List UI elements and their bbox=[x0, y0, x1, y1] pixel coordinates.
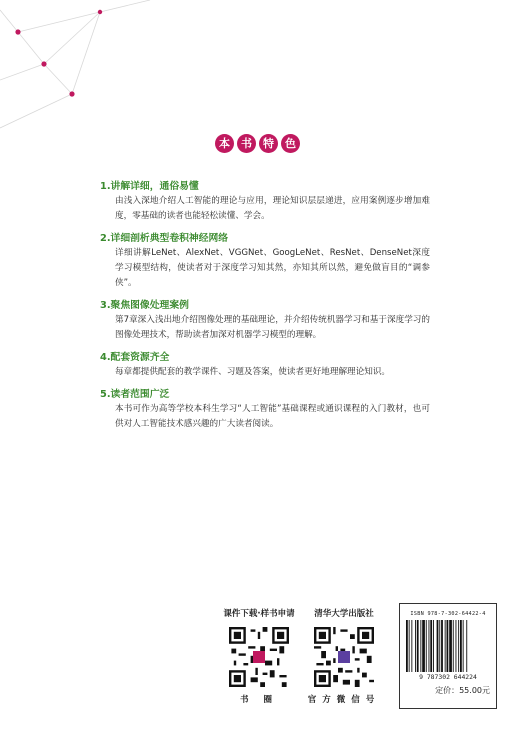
network-node bbox=[98, 10, 102, 14]
title-char: 本 bbox=[215, 134, 234, 153]
price: 定价：55.00元 bbox=[435, 686, 490, 695]
feature-body: 本书可作为高等学校本科生学习“人工智能”基础课程或通识课程的入门教材，也可供对人工智能技术感兴趣的广大读者阅读。 bbox=[115, 404, 430, 429]
feature-item bbox=[100, 180, 430, 224]
isbn-barcode-box bbox=[399, 603, 497, 709]
feature-body: 第7章深入浅出地介绍图像处理的基础理论，并介绍传统机器学习和基于深度学习的图像处理技术，帮助读者加深对机器学习模型的理解。 bbox=[115, 315, 430, 340]
section-title bbox=[0, 134, 515, 153]
qr-top-caption: 清华大学出版社 bbox=[314, 609, 374, 619]
qr-block-publisher bbox=[303, 607, 385, 705]
qr-block-shuquan bbox=[218, 607, 300, 705]
isbn-text: ISBN 978-7-302-64422-4 bbox=[410, 611, 486, 617]
feature-title: 4.配套资源齐全 bbox=[100, 352, 170, 363]
qr-bottom-caption: 书 圈 bbox=[240, 695, 278, 705]
feature-title: 3.聚焦图像处理案例 bbox=[100, 300, 189, 311]
feature-list bbox=[100, 180, 430, 440]
qr-top-caption: 课件下载·样书申请 bbox=[223, 609, 295, 619]
feature-item bbox=[100, 299, 430, 343]
feature-item bbox=[100, 351, 430, 380]
barcode-icon bbox=[406, 620, 490, 672]
network-node bbox=[69, 91, 74, 96]
feature-body: 每章都提供配套的教学课件、习题及答案，使读者更好地理解理论知识。 bbox=[115, 367, 391, 377]
qr-bottom-caption: 官方微信号 bbox=[307, 695, 381, 705]
feature-title: 2.详细剖析典型卷积神经网络 bbox=[100, 233, 229, 244]
title-char: 色 bbox=[281, 134, 300, 153]
feature-body: 由浅入深地介绍人工智能的理论与应用，理论知识层层递进，应用案例逐步增加难度，零基础的读者也能轻松读懂、学会。 bbox=[115, 196, 430, 221]
network-node bbox=[15, 29, 20, 34]
feature-title: 5.读者范围广泛 bbox=[100, 389, 170, 400]
title-char: 特 bbox=[259, 134, 278, 153]
feature-item bbox=[100, 232, 430, 291]
isbn-digits: 9 787302 644224 bbox=[419, 673, 477, 681]
feature-body: 详细讲解LeNet、AlexNet、VGGNet、GoogLeNet、ResNet、DenseNet深度学习模型结构，使读者对于深度学习知其然，亦知其所以然，避免做盲目的“调参侠”。 bbox=[115, 248, 430, 288]
feature-title: 1.讲解详细，通俗易懂 bbox=[100, 181, 199, 192]
feature-item bbox=[100, 388, 430, 432]
qr-code[interactable] bbox=[229, 627, 289, 687]
title-char: 书 bbox=[237, 134, 256, 153]
network-node bbox=[41, 61, 46, 66]
qr-code[interactable] bbox=[314, 627, 374, 687]
